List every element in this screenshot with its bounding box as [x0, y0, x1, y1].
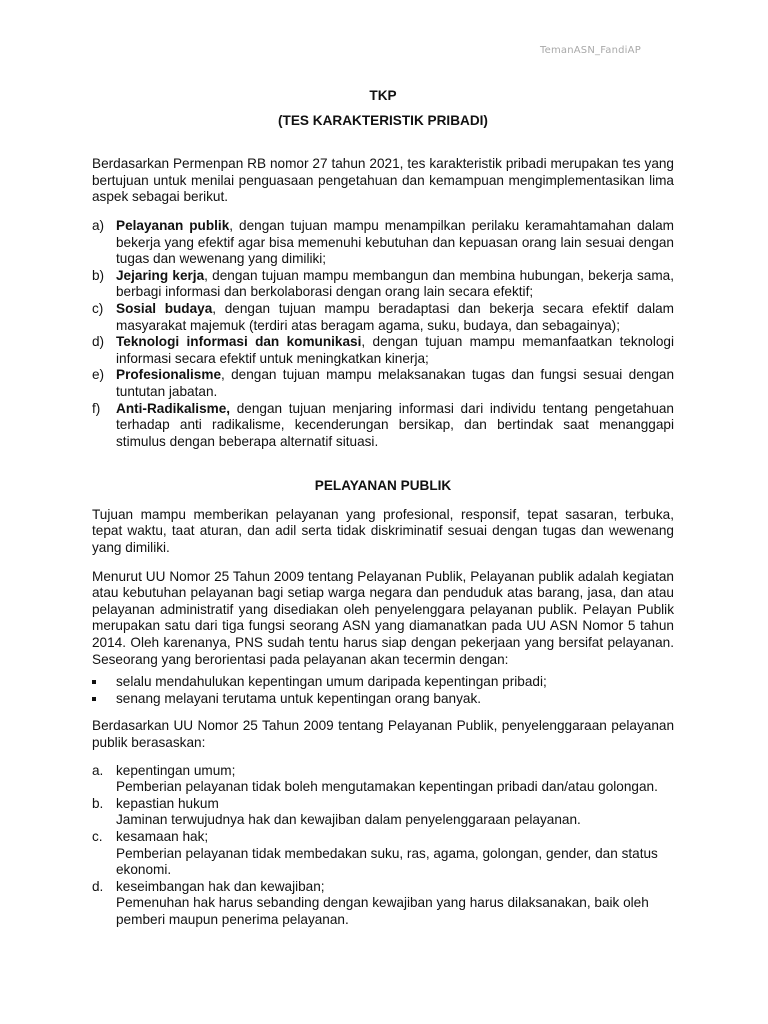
aspect-item: [92, 334, 674, 367]
paragraph-principles-intro: Berdasarkan UU Nomor 25 Tahun 2009 tentang Pelayanan Publik, penyelenggaraan pelayanan publik berasaskan:: [92, 718, 674, 750]
principle-item: [92, 829, 674, 879]
aspect-item: [92, 401, 674, 451]
aspect-letter: e): [92, 367, 105, 383]
square-bullet-icon: [92, 680, 96, 684]
aspect-term: Jejaring kerja: [116, 267, 205, 283]
aspect-letter: f): [92, 400, 101, 416]
principle-desc: Pemberian pelayanan tidak membedakan suku, ras, agama, golongan, gender, dan status ekonomi.: [116, 845, 658, 878]
aspect-term: Sosial budaya: [116, 300, 213, 316]
bullet-item: [92, 691, 674, 708]
principle-letter: d.: [92, 878, 104, 894]
aspect-term: Profesionalisme: [116, 367, 222, 383]
principle-letter: c.: [92, 828, 103, 844]
section-title: PELAYANAN PUBLIK: [314, 478, 452, 494]
bullet-list: [92, 674, 674, 707]
bullet-text: senang melayani terutama untuk kepentingan orang banyak.: [116, 690, 482, 706]
principle-letter: b.: [92, 795, 104, 811]
principle-item: [92, 879, 674, 929]
document-page: [92, 88, 674, 929]
principle-item: [92, 796, 674, 829]
principle-desc: Pemenuhan hak harus sebanding dengan kewajiban yang harus dilaksanakan, baik oleh pemberi maupun penerima pelayanan.: [116, 895, 649, 927]
aspect-term: Pelayanan publik: [116, 217, 230, 233]
aspect-item: [92, 367, 674, 400]
principle-list: [92, 763, 674, 929]
aspect-term: Teknologi informasi dan komunikasi: [116, 334, 362, 350]
document-title: TKP: [369, 88, 397, 103]
aspect-text: dengan tujuan menjaring informasi dari individu tentang pengetahuan terhadap anti radikalisme, kecenderungan bersikap, dan bertindak saat menanggapi stimulus dengan beberapa alternatif situasi.: [116, 400, 674, 449]
bullet-text: selalu mendahulukan kepentingan umum daripada kepentingan pribadi;: [116, 674, 547, 690]
aspect-letter: a): [92, 217, 105, 233]
bullet-item: [92, 674, 674, 691]
aspect-letter: c): [92, 300, 104, 316]
principle-name: kepentingan umum;: [116, 762, 236, 778]
aspect-text: , dengan tujuan mampu memanfaatkan teknologi informasi secara efektif untuk meningkatkan kinerja;: [116, 334, 674, 366]
aspect-term: Anti-Radikalisme,: [116, 400, 231, 416]
principle-name: kesamaan hak;: [116, 828, 209, 844]
principle-name: keseimbangan hak dan kewajiban;: [116, 878, 325, 894]
aspect-letter: d): [92, 334, 105, 350]
aspect-text: , dengan tujuan mampu membangun dan membina hubungan, bekerja sama, berbagi informasi dan berkolaborasi dengan orang lain secara efektif;: [116, 267, 674, 300]
watermark: TemanASN_FandiAP: [540, 45, 641, 56]
aspect-item: [92, 218, 674, 268]
principle-item: [92, 763, 674, 796]
square-bullet-icon: [92, 697, 96, 701]
aspect-item: [92, 268, 674, 301]
aspect-item: [92, 301, 674, 334]
aspect-text: , dengan tujuan mampu melaksanakan tugas dan fungsi sesuai dengan tuntutan jabatan.: [116, 367, 674, 399]
principle-desc: Pemberian pelayanan tidak boleh mengutamakan kepentingan pribadi dan/atau golongan.: [116, 779, 658, 795]
aspect-letter: b): [92, 267, 105, 283]
paragraph-definition: Menurut UU Nomor 25 Tahun 2009 tentang Pelayanan Publik, Pelayanan publik adalah kegiatan atau kebutuhan pelayanan bagi setiap warga negara dan penduduk atas barang, jasa, dan atau pelayanan administratif yang disediakan oleh penyelenggara pelayanan publik. Pelayan Publik merupakan satu dari tiga fungsi seorang ASN yang diamanatkan pada UU ASN Nomor 5 tahun 2014. Oleh karenanya, PNS sudah tentu harus siap dengan pekerjaan yang bersifat pelayanan. Seseorang yang berorientasi pada pelayanan akan tecermin dengan:: [92, 568, 674, 667]
paragraph-purpose: Tujuan mampu memberikan pelayanan yang profesional, responsif, tepat sasaran, terbuka, tepat waktu, taat aturan, dan adil serta tidak diskriminatif sesuai dengan tugas dan wewenang yang dimiliki.: [92, 506, 674, 556]
aspect-list: [92, 218, 674, 450]
intro-paragraph: Berdasarkan Permenpan RB nomor 27 tahun 2021, tes karakteristik pribadi merupakan tes yang bertujuan untuk menilai penguasaan pengetahuan dan kemampuan mengimplementasikan lima aspek sebagai berikut.: [92, 156, 674, 205]
aspect-text: , dengan tujuan mampu menampilkan perilaku keramahtamahan dalam bekerja yang efektif agar bisa memenuhi kebutuhan dan kepuasan orang lain sesuai dengan tugas dan wewenang yang dimiliki;: [116, 217, 674, 267]
aspect-text: , dengan tujuan mampu beradaptasi dan bekerja secara efektif dalam masyarakat majemuk (terdiri atas beragam agama, suku, budaya, dan sebagainya);: [116, 300, 674, 333]
document-subtitle: (TES KARAKTERISTIK PRIBADI): [278, 112, 488, 128]
principle-desc: Jaminan terwujudnya hak dan kewajiban dalam penyelenggaraan pelayanan.: [116, 812, 581, 828]
principle-letter: a.: [92, 762, 104, 778]
principle-name: kepastian hukum: [116, 795, 219, 811]
